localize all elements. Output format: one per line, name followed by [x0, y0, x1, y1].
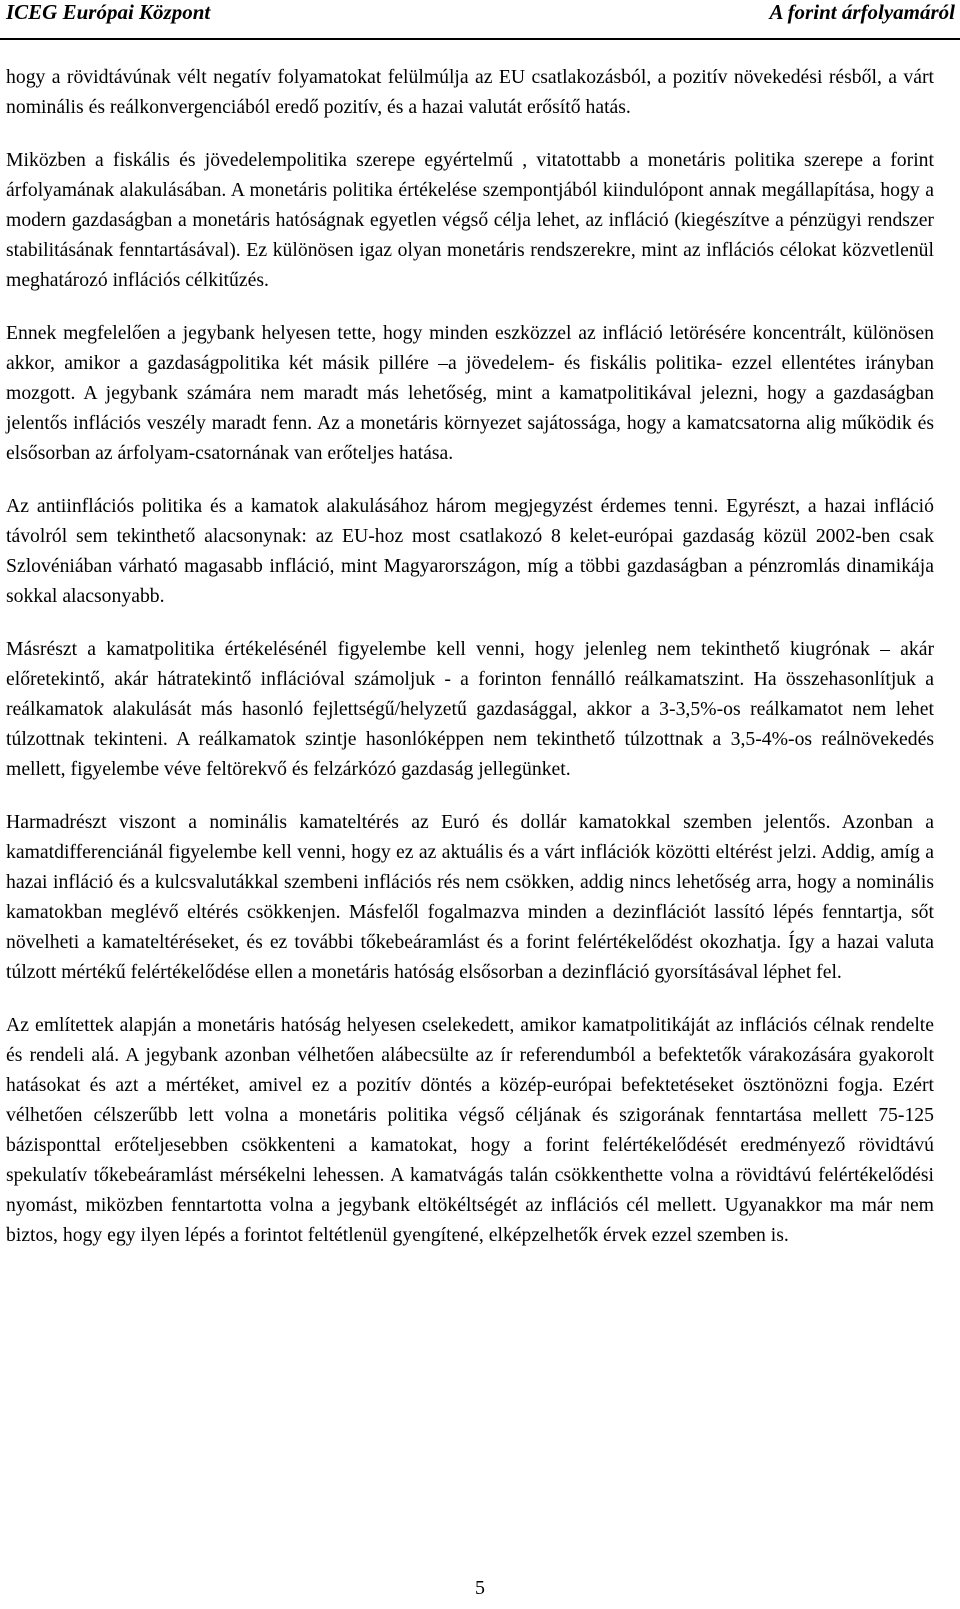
paragraph-6: Harmadrészt viszont a nominális kamateltérés az Euró és dollár kamatokkal szemben jelentős. Azonban a kamatdifferenciánál figyelembe kell venni, hogy ez az aktuális és a várt inflációk közötti eltérést jelzi. Addig, amíg a hazai infláció és a kulcsvalutákkal szembeni inflációs rés nem csökken, addig nincs lehetőség arra, hogy a nominális kamatokban meglévő eltérés csökkenjen. Másfelől fogalmazva minden a dezinflációt lassító lépés fenntartja, sőt növelheti a kamateltéréseket, és ez további tőkebeáramlást és a forint felértékelődést okozhatja. Így a hazai valuta túlzott mértékű felértékelődése ellen a monetáris hatóság elsősorban a dezinfláció gyorsításával léphet fel.	[6, 811, 934, 983]
paragraph-7: Az említettek alapján a monetáris hatóság helyesen cselekedett, amikor kamatpolitikáját az inflációs célnak rendelte és rendeli alá. A jegybank azonban vélhetően alábecsülte az ír referendumból a befektetők várakozására gyakorolt hatásokat és azt a mértéket, amivel ez a pozitív döntés a közép-európai befektetéseket ösztönözni fogja. Ezért vélhetően célszerűbb lett volna a monetáris politika végső céljának és szigorának fenntartása mellett 75-125 bázisponttal erőteljesebben csökkenteni a kamatokat, hogy a forint felértékelődését eredményező rövidtávú spekulatív tőkebeáramlást mérsékelni lehessen. A kamatvágás talán csökkenthette volna a rövidtávú felértékelődési nyomást, miközben fenntartotta volna a jegybank eltökéltségét az inflációs cél mellett. Ugyanakkor ma már nem biztos, hogy egy ilyen lépés a forintot feltétlenül gyengítené, elképzelhetők érvek ezzel szemben is.	[6, 1014, 934, 1246]
document-body	[6, 62, 934, 1273]
header-document-title: A forint árfolyamáról	[769, 0, 955, 24]
page-number: 5	[475, 1577, 485, 1599]
paragraph-2: Miközben a fiskális és jövedelempolitika szerepe egyértelmű , vitatottabb a monetáris politika szerepe a forint árfolyamának alakulásában. A monetáris politika értékelése szempontjából kiindulópont annak megállapítása, hogy a modern gazdaságban a monetáris hatóságnak egyetlen végső célja lehet, az infláció (kiegészítve a pénzügyi rendszer stabilitásának fenntartásával). Ez különösen igaz olyan monetáris rendszerekre, mint az inflációs célokat közvetlenül meghatározó inflációs célkitűzés.	[6, 149, 934, 291]
paragraph-4: Az antiinflációs politika és a kamatok alakulásához három megjegyzést érdemes tenni. Egyrészt, a hazai infláció távolról sem tekinthető alacsonynak: az EU-hoz most csatlakozó 8 kelet-európai gazdaság közül 2002-ben csak Szlovéniában várható magasabb infláció, mint Magyarországon, míg a többi gazdaságban a pénzromlás dinamikája sokkal alacsonyabb.	[6, 495, 934, 607]
page-header	[0, 0, 960, 40]
header-organization: ICEG Európai Központ	[6, 0, 211, 24]
paragraph-1: hogy a rövidtávúnak vélt negatív folyamatokat felülmúlja az EU csatlakozásból, a pozitív növekedési résből, a várt nominális és reálkonvergenciából eredő pozitív, és a hazai valutát erősítő hatás.	[6, 66, 934, 118]
paragraph-5: Másrészt a kamatpolitika értékelésénél figyelembe kell venni, hogy jelenleg nem tekinthető kiugrónak – akár előretekintő, akár hátratekintő inflációval számoljuk - a forinton fennálló reálkamatszint. Ha összehasonlítjuk a reálkamatok alakulását más hasonló fejlettségű/helyzetű gazdasággal, akkor a 3-3,5%-os reálkamatot nem lehet túlzottnak tekinteni. A reálkamatok szintje hasonlóképpen nem tekinthető túlzottnak a 3,5-4%-os reálnövekedés mellett, figyelembe véve feltörekvő és felzárkózó gazdaság jellegünket.	[6, 638, 934, 780]
paragraph-3: Ennek megfelelően a jegybank helyesen tette, hogy minden eszközzel az infláció letörésére koncentrált, különösen akkor, amikor a gazdaságpolitika két másik pillére –a jövedelem- és fiskális politika- ezzel ellentétes irányban mozgott. A jegybank számára nem maradt más lehetőség, mint a kamatpolitikával jelezni, hogy a gazdaságban jelentős inflációs veszély maradt fenn. Az a monetáris környezet sajátossága, hogy a kamatcsatorna alig működik és elsősorban az árfolyam-csatornának van erőteljes hatása.	[6, 322, 934, 464]
